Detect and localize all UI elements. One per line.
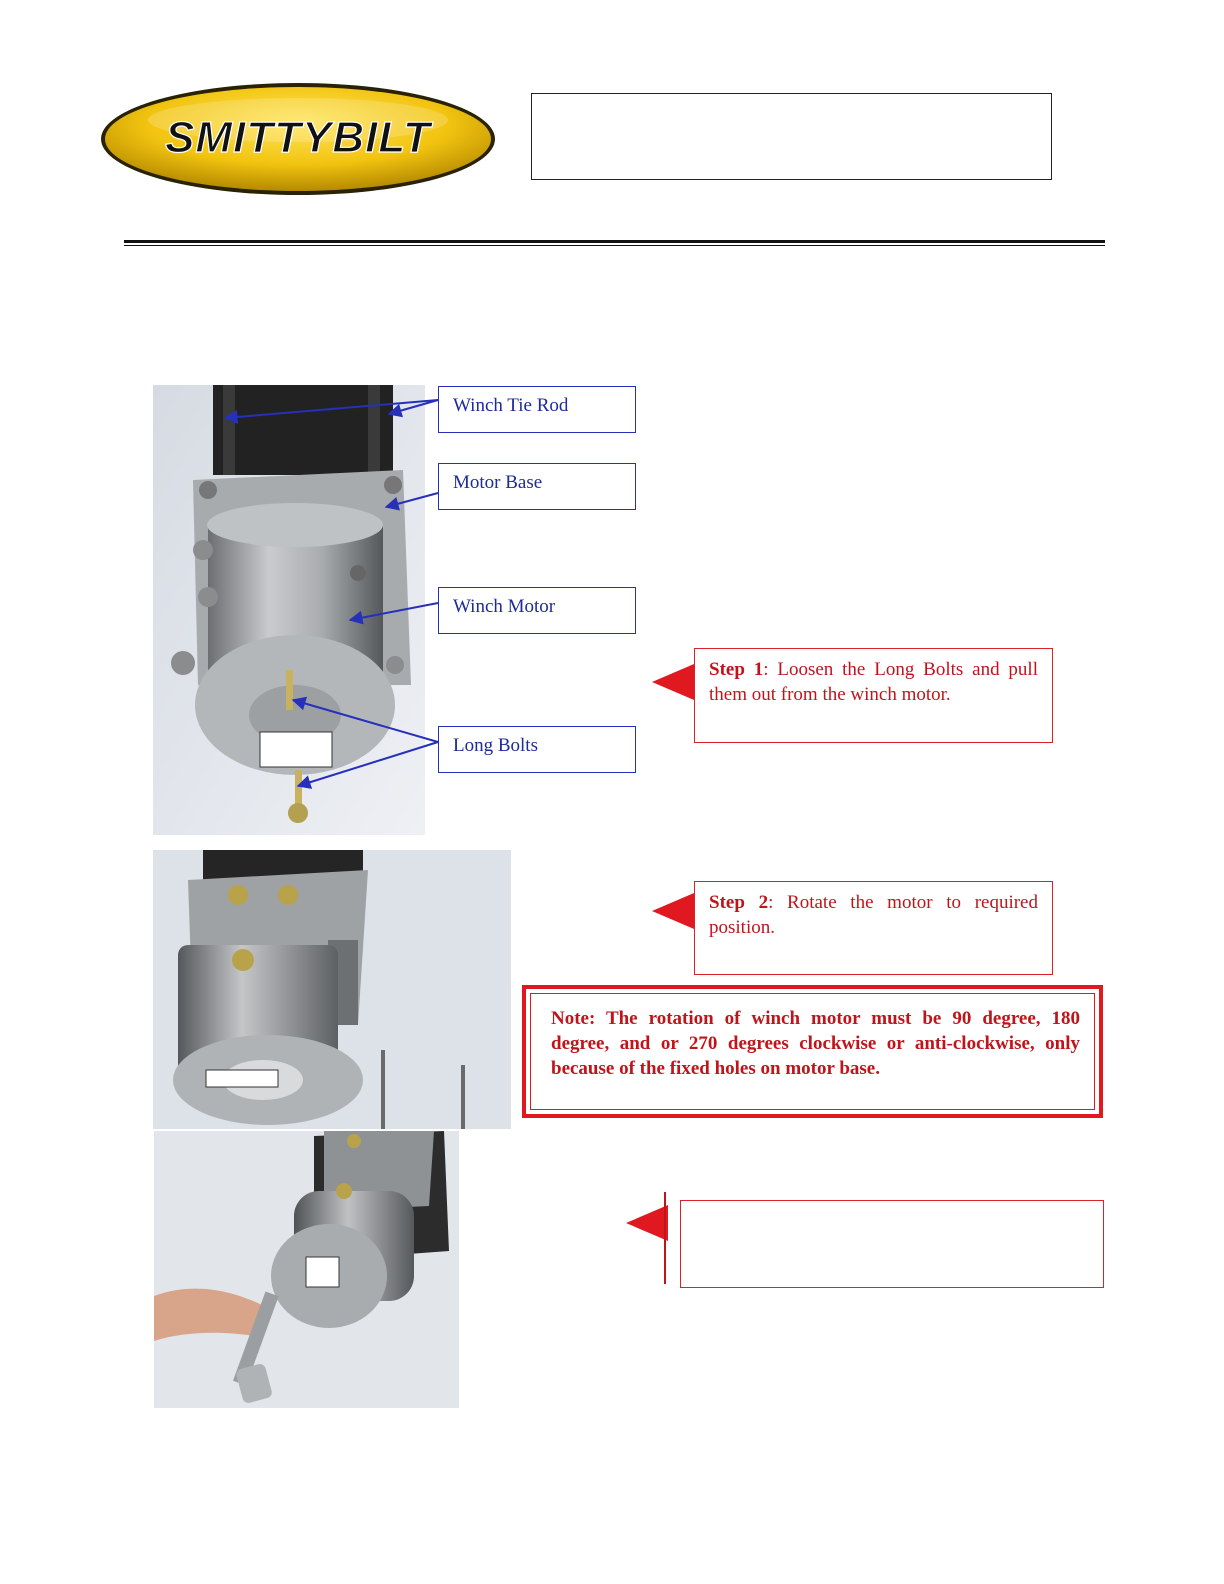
step3-divider [664, 1192, 666, 1284]
arrow-left-icon [650, 662, 698, 702]
header-title-box [531, 93, 1052, 180]
step-2-heading: Step 2 [709, 892, 769, 913]
step-3-box [680, 1200, 1104, 1288]
photo-motor-rotated [153, 850, 511, 1129]
arrow-left-icon [650, 891, 698, 931]
step-2-box [694, 881, 1053, 975]
photo-winch-motor-front [153, 385, 425, 835]
header-rule-thin [124, 245, 1105, 246]
label-motor-base: Motor Base [438, 463, 636, 510]
note-text: Note: The rotation of winch motor must be 90 degree, 180 degree, and or 270 degrees clockwise or anti-clockwise, only because of the fixed holes on motor base. [530, 993, 1095, 1110]
label-winch-motor: Winch Motor [438, 587, 636, 634]
step-1-box [694, 648, 1053, 743]
header-rule [124, 240, 1105, 243]
label-long-bolts: Long Bolts [438, 726, 636, 773]
photo-tightening-bolts [154, 1131, 459, 1408]
label-winch-tie-rod: Winch Tie Rod [438, 386, 636, 433]
note-box [522, 985, 1103, 1118]
logo-wordmark: SMITTYBILT [165, 113, 431, 162]
step-2-text: : Rotate the motor to required position. [709, 892, 1038, 938]
smittybilt-logo [98, 80, 498, 198]
step-1-heading: Step 1 [709, 659, 764, 680]
step-1-text: : Loosen the Long Bolts and pull them out from the winch motor. [709, 659, 1038, 705]
